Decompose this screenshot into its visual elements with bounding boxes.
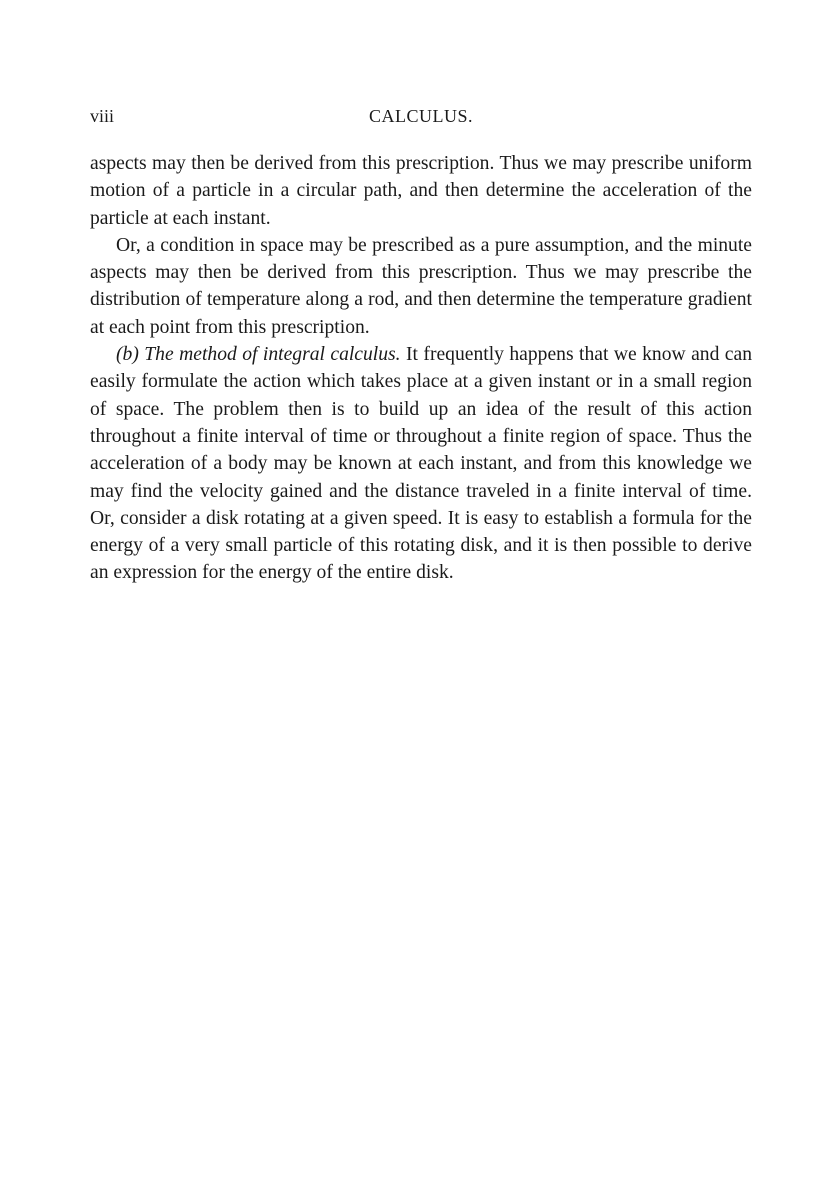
paragraph-condition-in-space <box>90 232 752 341</box>
section-label: (b) The method of integral calculus. <box>116 344 401 366</box>
body-text <box>90 150 752 587</box>
paragraph-text: It frequently happens that we know and can easily formulate the action which takes place at a given instant or in a small region of space. The problem then is to build up an idea of the result of this action throughout a finite interval of time or throughout a finite region of space. Thus the acceleration of a body may be known at each instant, and from this knowledge we may find the velocity gained and the distance traveled in a finite interval of time. Or, consider a disk rotating at a given speed. It is easy to establish a formula for the energy of a very small particle of this rotating disk, and it is then possible to derive an expression for the energy of the entire disk. <box>90 344 752 584</box>
paragraph-continuation <box>90 150 752 232</box>
running-header <box>90 100 752 132</box>
running-title: CALCULUS. <box>368 106 473 126</box>
paragraph-text: Or, a condition in space may be prescribed as a pure assumption, and the minute aspects may then be derived from this prescription. Thus we may prescribe the distribution of temperature along a rod, and then determine the temperature gradient at each point from this prescription. <box>90 234 752 338</box>
page-number: viii <box>90 106 115 126</box>
paragraph-text: aspects may then be derived from this prescription. Thus we may prescribe uniform motion of a particle in a circular path, and then determine the acceleration of the particle at each instant. <box>90 153 752 229</box>
book-page <box>90 100 752 587</box>
paragraph-integral-calculus <box>90 341 752 587</box>
